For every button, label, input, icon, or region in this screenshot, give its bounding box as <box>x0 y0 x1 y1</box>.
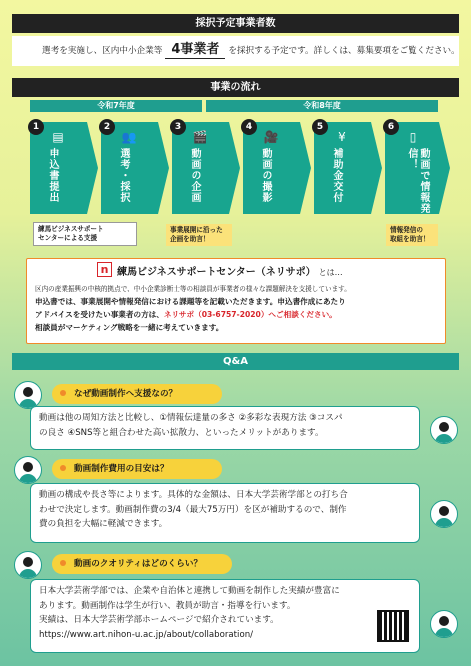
document-icon: ▤ <box>52 130 64 144</box>
video-camera-icon: 🎥 <box>263 130 279 144</box>
center-title <box>117 263 343 278</box>
questioner-avatar-icon <box>14 551 42 579</box>
questioner-avatar-icon <box>14 381 42 409</box>
qr-code-icon[interactable] <box>377 610 409 642</box>
note-line: 練馬ビジネスサポート <box>38 225 104 233</box>
bullet-dot-icon <box>60 465 66 471</box>
step-label: 動画の企画 <box>189 148 200 203</box>
step-label: 補助金交付 <box>331 148 342 203</box>
answerer-avatar-icon <box>430 416 458 444</box>
answer-line: あります。動画制作は学生が行い、教員が助言・指導を行います。 <box>39 600 296 611</box>
center-box <box>26 258 446 344</box>
center-line2: 申込書では、事業展開や情報発信における課題等を記載いただきます。申込書作成にあたり <box>35 297 346 306</box>
step-label: 選考・採択 <box>118 148 129 203</box>
center-contact: ネリサポ（03-6757-2020）へご相談ください。 <box>163 310 337 319</box>
step-label: 動画の撮影 <box>260 148 271 203</box>
selection-count: 4事業者 <box>165 42 225 59</box>
qa-answer-3 <box>30 579 420 653</box>
center-line3 <box>35 309 337 321</box>
qa-answer-1 <box>30 406 420 450</box>
note-plan <box>166 224 232 246</box>
center-suffix: とは… <box>318 268 343 277</box>
answer-line: の良さ ④SNS等と組合わせた高い拡散力、といったメリットがあります。 <box>39 427 324 438</box>
answer-line: 動画の構成や長さ等によります。具体的な金額は、日本大学芸術学部との打ち合 <box>39 490 348 500</box>
center-name: 練馬ビジネスサポートセンター（ネリサポ） <box>117 267 316 278</box>
questioner-avatar-icon <box>14 456 42 484</box>
flow-step-5 <box>314 122 371 214</box>
step-number: 5 <box>312 119 328 135</box>
people-icon: 👥 <box>121 130 137 144</box>
money-icon: ¥ <box>338 130 346 144</box>
flow-step-2 <box>101 122 158 214</box>
answer-line: わせで決定します。動画制作費の3/4（最大75万円）を区が補助するので、制作 <box>39 504 347 515</box>
flow-header: 事業の流れ <box>12 78 459 97</box>
bullet-dot-icon <box>60 390 66 396</box>
note-line: 企画を助言！ <box>170 235 210 243</box>
step-label: 申込書提出 <box>47 148 58 203</box>
nerisapo-logo: n <box>97 262 112 277</box>
step-number: 1 <box>28 119 44 135</box>
selection-text-before: 選考を実施し、区内中小企業等 <box>42 46 163 56</box>
center-line4: 相談員がマーケティング戦略を一緒に考えていきます。 <box>35 323 224 332</box>
year-r7: 令和7年度 <box>30 100 202 112</box>
note-line: 事業展開に沿った <box>170 226 223 234</box>
step-label: 動画で情報発信！ <box>406 148 429 214</box>
step-number: 3 <box>170 119 186 135</box>
qa-answer-2 <box>30 483 420 543</box>
question-text: 動画制作費用の目安は？ <box>74 464 169 474</box>
answer-line: 費の負担を大幅に軽減できます。 <box>39 519 168 530</box>
center-line3a: アドバイスを受けたい事業者の方は、 <box>35 310 164 319</box>
year-r8: 令和8年度 <box>206 100 438 112</box>
clapperboard-icon: 🎬 <box>192 130 208 144</box>
smartphone-icon: ▯ <box>409 130 417 144</box>
selection-box <box>12 36 459 66</box>
answerer-avatar-icon <box>430 610 458 638</box>
note-publish <box>386 224 438 246</box>
selection-text <box>42 42 460 59</box>
question-text: なぜ動画制作へ支援なの？ <box>74 389 178 399</box>
flow-step-1 <box>30 122 87 214</box>
note-support <box>33 222 137 246</box>
qa-question-2 <box>52 459 222 479</box>
note-line: 取組を助言！ <box>390 235 430 243</box>
center-line1: 区内の産業振興の中核的拠点で、中小企業診断士等の相談員が事業者の様々な課題解決を支援しています。 <box>35 285 351 293</box>
answer-url[interactable]: https://www.art.nihon-u.ac.jp/about/collaboration/ <box>39 629 254 640</box>
qa-question-1 <box>52 384 222 404</box>
step-number: 4 <box>241 119 257 135</box>
step-number: 2 <box>99 119 115 135</box>
note-line: センターによる支援 <box>38 234 98 242</box>
qa-header: Q&A <box>12 353 459 370</box>
question-text: 動画のクオリティはどのくらい？ <box>74 559 203 569</box>
answer-line: 実績は、日本大学芸術学部ホームページで紹介されています。 <box>39 615 279 626</box>
answerer-avatar-icon <box>430 500 458 528</box>
flow-step-4 <box>243 122 300 214</box>
step-number: 6 <box>383 119 399 135</box>
flow-step-6 <box>385 122 439 214</box>
answer-line: 動画は他の周知方法と比較し、①情報伝達量の多さ ②多彩な表現方法 ③コスパ <box>39 413 343 423</box>
qa-question-3 <box>52 554 232 574</box>
answer-line: 日本大学芸術学部では、企業や自治体と連携して動画を制作した実績が豊富に <box>39 586 340 596</box>
selection-text-after: を採択する予定です。詳しくは、募集要項をご覧ください。 <box>228 46 460 56</box>
selection-header: 採択予定事業者数 <box>12 14 459 33</box>
flow-step-3 <box>172 122 229 214</box>
bullet-dot-icon <box>60 560 66 566</box>
note-line: 情報発信の <box>390 226 423 234</box>
